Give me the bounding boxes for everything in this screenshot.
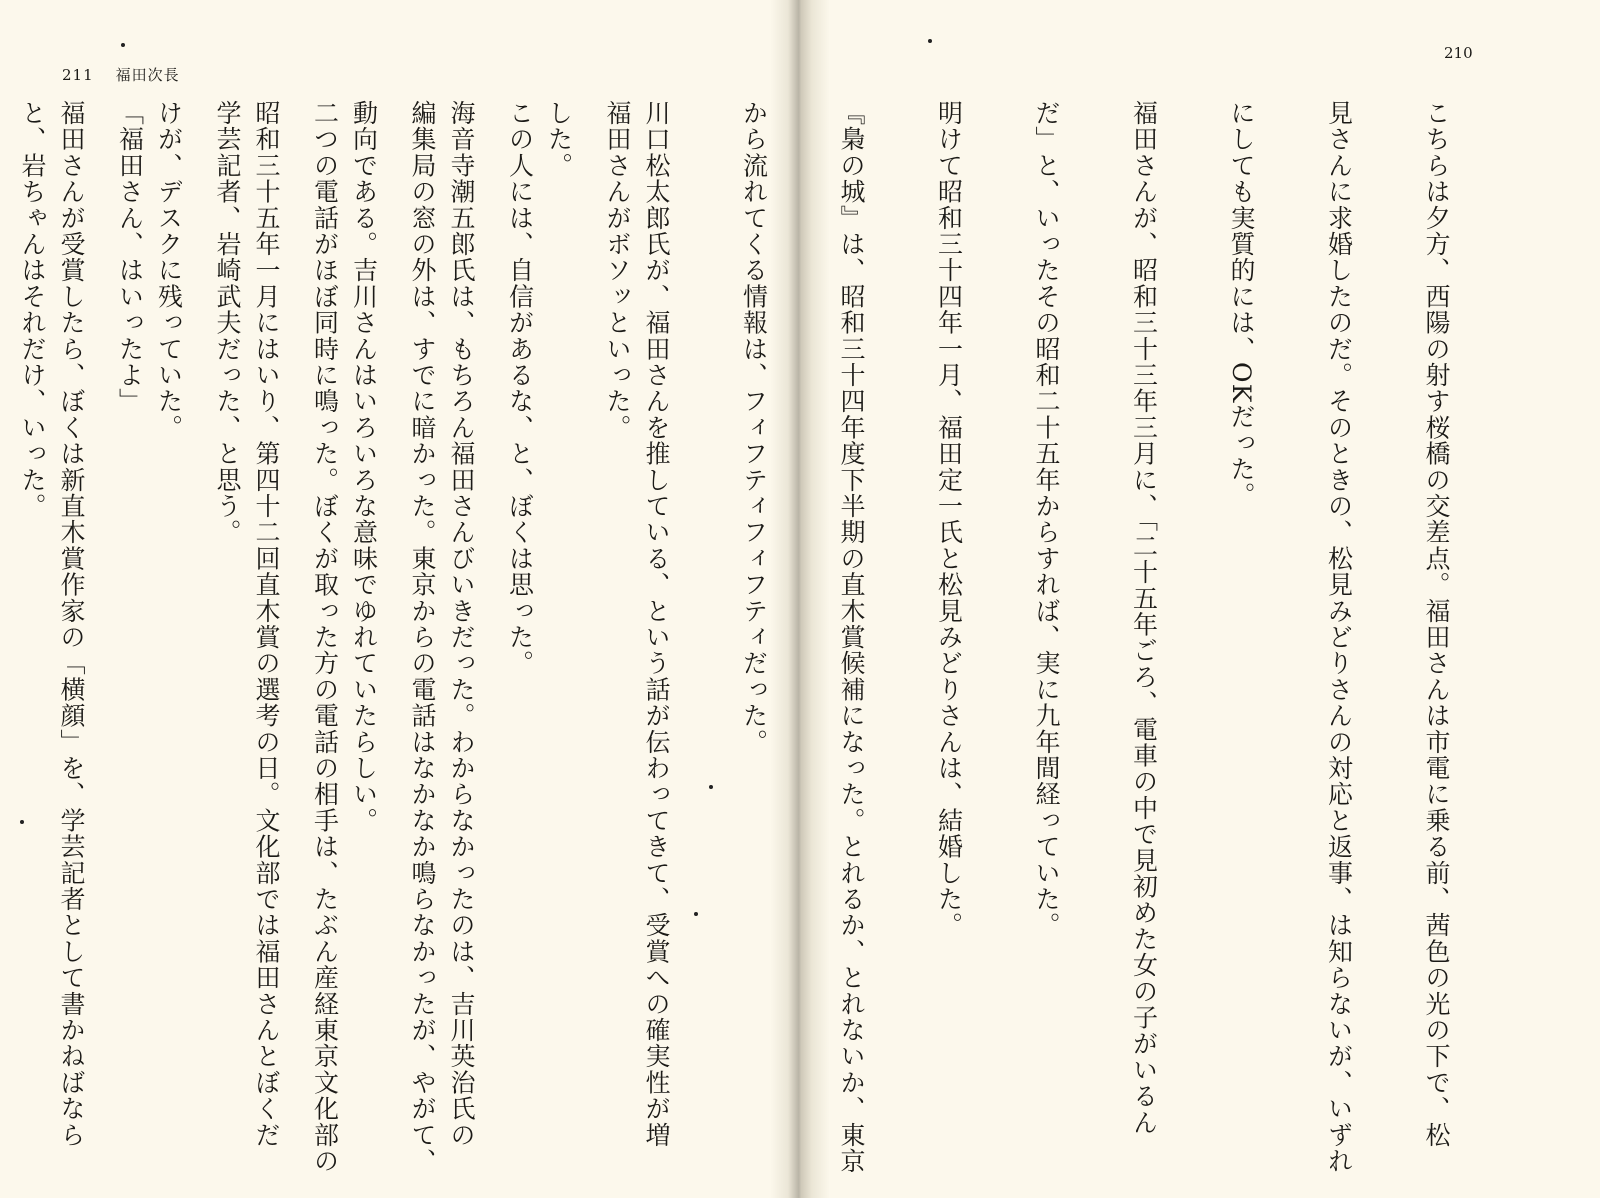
text-line: 二つの電話がほぼ同時に鳴った。ぼくが取った方の電話の相手は、たぶん産経東京文化部の: [310, 100, 340, 1175]
left-page-header: [62, 64, 180, 85]
text-line: 明けて昭和三十四年一月、福田定一氏と松見みどりさんは、結婚した。: [934, 100, 964, 939]
text-line: から流れてくる情報は、フィフティフィフティだった。: [739, 100, 769, 755]
text-line: 「福田さん、はいったよ」: [115, 100, 145, 415]
scan-speck: [694, 912, 698, 916]
scan-speck: [20, 820, 24, 824]
text-line: した。: [544, 100, 574, 179]
right-page-number: 210: [1444, 44, 1473, 62]
text-line: こちらは夕方、西陽の射す桜橋の交差点。福田さんは市電に乗る前、茜色の光の下で、松: [1422, 100, 1451, 1148]
text-line: この人には、自信があるな、と、ぼくは思った。: [505, 100, 535, 677]
text-line: 福田さんがボソッといった。: [603, 100, 632, 441]
scan-speck: [709, 785, 713, 789]
text-line: 川口松太郎氏が、福田さんを推している、という話が伝わってきて、受賞への確実性が増: [642, 100, 671, 1148]
scan-speck: [928, 39, 932, 43]
text-line: 福田さんが受賞したら、ぼくは新直木賞作家の「横顔」を、学芸記者として書かねばなら: [57, 100, 86, 1148]
text-line: 『梟の城』は、昭和三十四年度下半期の直木賞候補になった。とれるか、とれないか、東京: [837, 100, 866, 1175]
left-page-number: 211: [62, 66, 94, 84]
text-line: だ」と、いったその昭和二十五年からすれば、実に九年間経っていた。: [1032, 100, 1061, 939]
text-line: と、岩ちゃんはそれだけ、いった。: [18, 100, 47, 520]
text-line: 動向である。吉川さんはいろいろな意味でゆれていたらしい。: [349, 100, 379, 834]
text-line: 福田さんが、昭和三十三年三月に、「二十五年ごろ、電車の中で見初めた女の子がいるん: [1129, 100, 1159, 1136]
scan-speck: [121, 43, 125, 47]
text-line: 学芸記者、岩崎武夫だった、と思う。: [213, 100, 242, 546]
text-line: 見さんに求婚したのだ。そのときの、松見みどりさんの対応と返事、は知らないが、いずれ: [1324, 100, 1354, 1175]
text-line: けが、デスクに残っていた。: [154, 100, 184, 441]
text-line: 海音寺潮五郎氏は、もちろん福田さんびいきだった。わからなかったのは、吉川英治氏の: [447, 100, 476, 1148]
text-line: 編集局の窓の外は、すでに暗かった。東京からの電話はなかなか鳴らなかったが、やがて、: [408, 100, 437, 1175]
text-line: 昭和三十五年一月にはいり、第四十二回直木賞の選考の日。文化部では福田さんとぼくだ: [252, 100, 281, 1148]
running-head: 福田次長: [115, 66, 180, 84]
text-line: にしても実質的には、OKだった。: [1227, 100, 1256, 509]
